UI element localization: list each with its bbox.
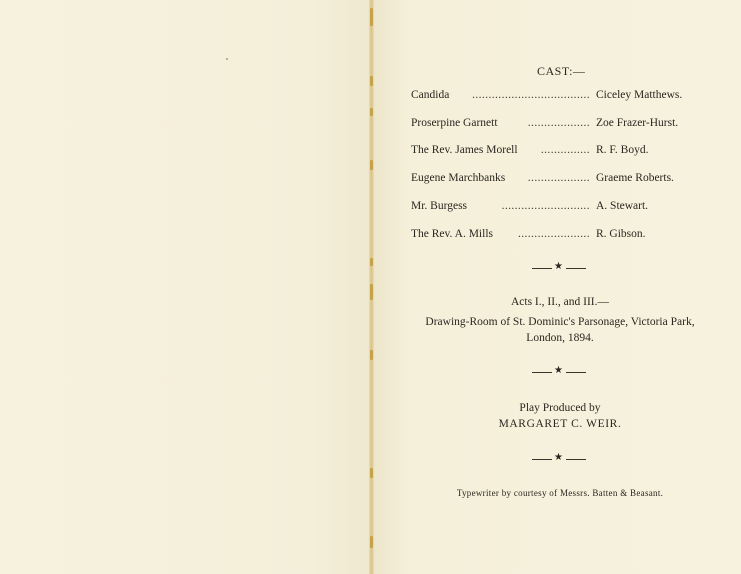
cast-row [411, 144, 691, 160]
cast-row [411, 89, 691, 105]
cast-role: The Rev. James Morell [411, 144, 518, 156]
cast-actor: Ciceley Matthews. [596, 89, 683, 101]
cast-actor: Zoe Frazer-Hurst. [596, 117, 679, 129]
cast-role: Proserpine Garnett [411, 117, 498, 129]
cast-role: Eugene Marchbanks [411, 172, 506, 184]
star-icon: ★ [554, 452, 563, 463]
producer-label: Play Produced by [519, 402, 601, 414]
star-divider [532, 453, 586, 465]
spine-mark [370, 108, 373, 116]
divider-line [566, 372, 586, 373]
leader-dots: ................... [527, 172, 590, 184]
divider-line [566, 459, 586, 460]
leader-dots: ................... [527, 117, 590, 129]
cast-actor: R. Gibson. [596, 228, 646, 240]
spine-mark [370, 284, 373, 300]
producer-name: MARGARET C. WEIR. [498, 418, 622, 430]
cast-row [411, 117, 691, 133]
acts-heading: Acts I., II., and III.— [510, 296, 610, 308]
leader-dots: ............... [540, 144, 590, 156]
cast-heading: CAST:— [537, 64, 586, 78]
cast-role: Candida [411, 89, 450, 101]
spine-mark [370, 350, 373, 360]
spine-mark [370, 536, 373, 548]
spine-mark [370, 8, 373, 26]
divider-line [532, 459, 552, 460]
credit-note: Typewriter by courtesy of Messrs. Batten & Beasant. [456, 488, 664, 498]
paper-speck [226, 58, 228, 60]
cast-actor: A. Stewart. [596, 200, 649, 212]
divider-line [532, 372, 552, 373]
star-icon: ★ [554, 365, 563, 376]
divider-line [532, 268, 552, 269]
setting-line: London, 1894. [526, 332, 594, 344]
cast-actor: Graeme Roberts. [596, 172, 674, 184]
leader-dots: ...................... [517, 228, 590, 240]
cast-row [411, 228, 691, 244]
star-divider [532, 262, 586, 274]
leader-dots: ........................... [501, 200, 590, 212]
star-icon: ★ [554, 261, 563, 272]
star-divider [532, 366, 586, 378]
cast-role: Mr. Burgess [411, 200, 468, 212]
leader-dots: .................................... [472, 89, 590, 101]
cast-role: The Rev. A. Mills [411, 228, 493, 240]
spine-mark [370, 76, 373, 86]
left-page [0, 0, 370, 574]
divider-line [566, 268, 586, 269]
spine-mark [370, 468, 373, 478]
spine-mark [370, 160, 373, 170]
setting-line: Drawing-Room of St. Dominic's Parsonage, Victoria Park, [425, 316, 695, 328]
cast-row [411, 200, 691, 216]
spine-mark [370, 258, 373, 266]
cast-actor: R. F. Boyd. [596, 144, 649, 156]
cast-row [411, 172, 691, 188]
